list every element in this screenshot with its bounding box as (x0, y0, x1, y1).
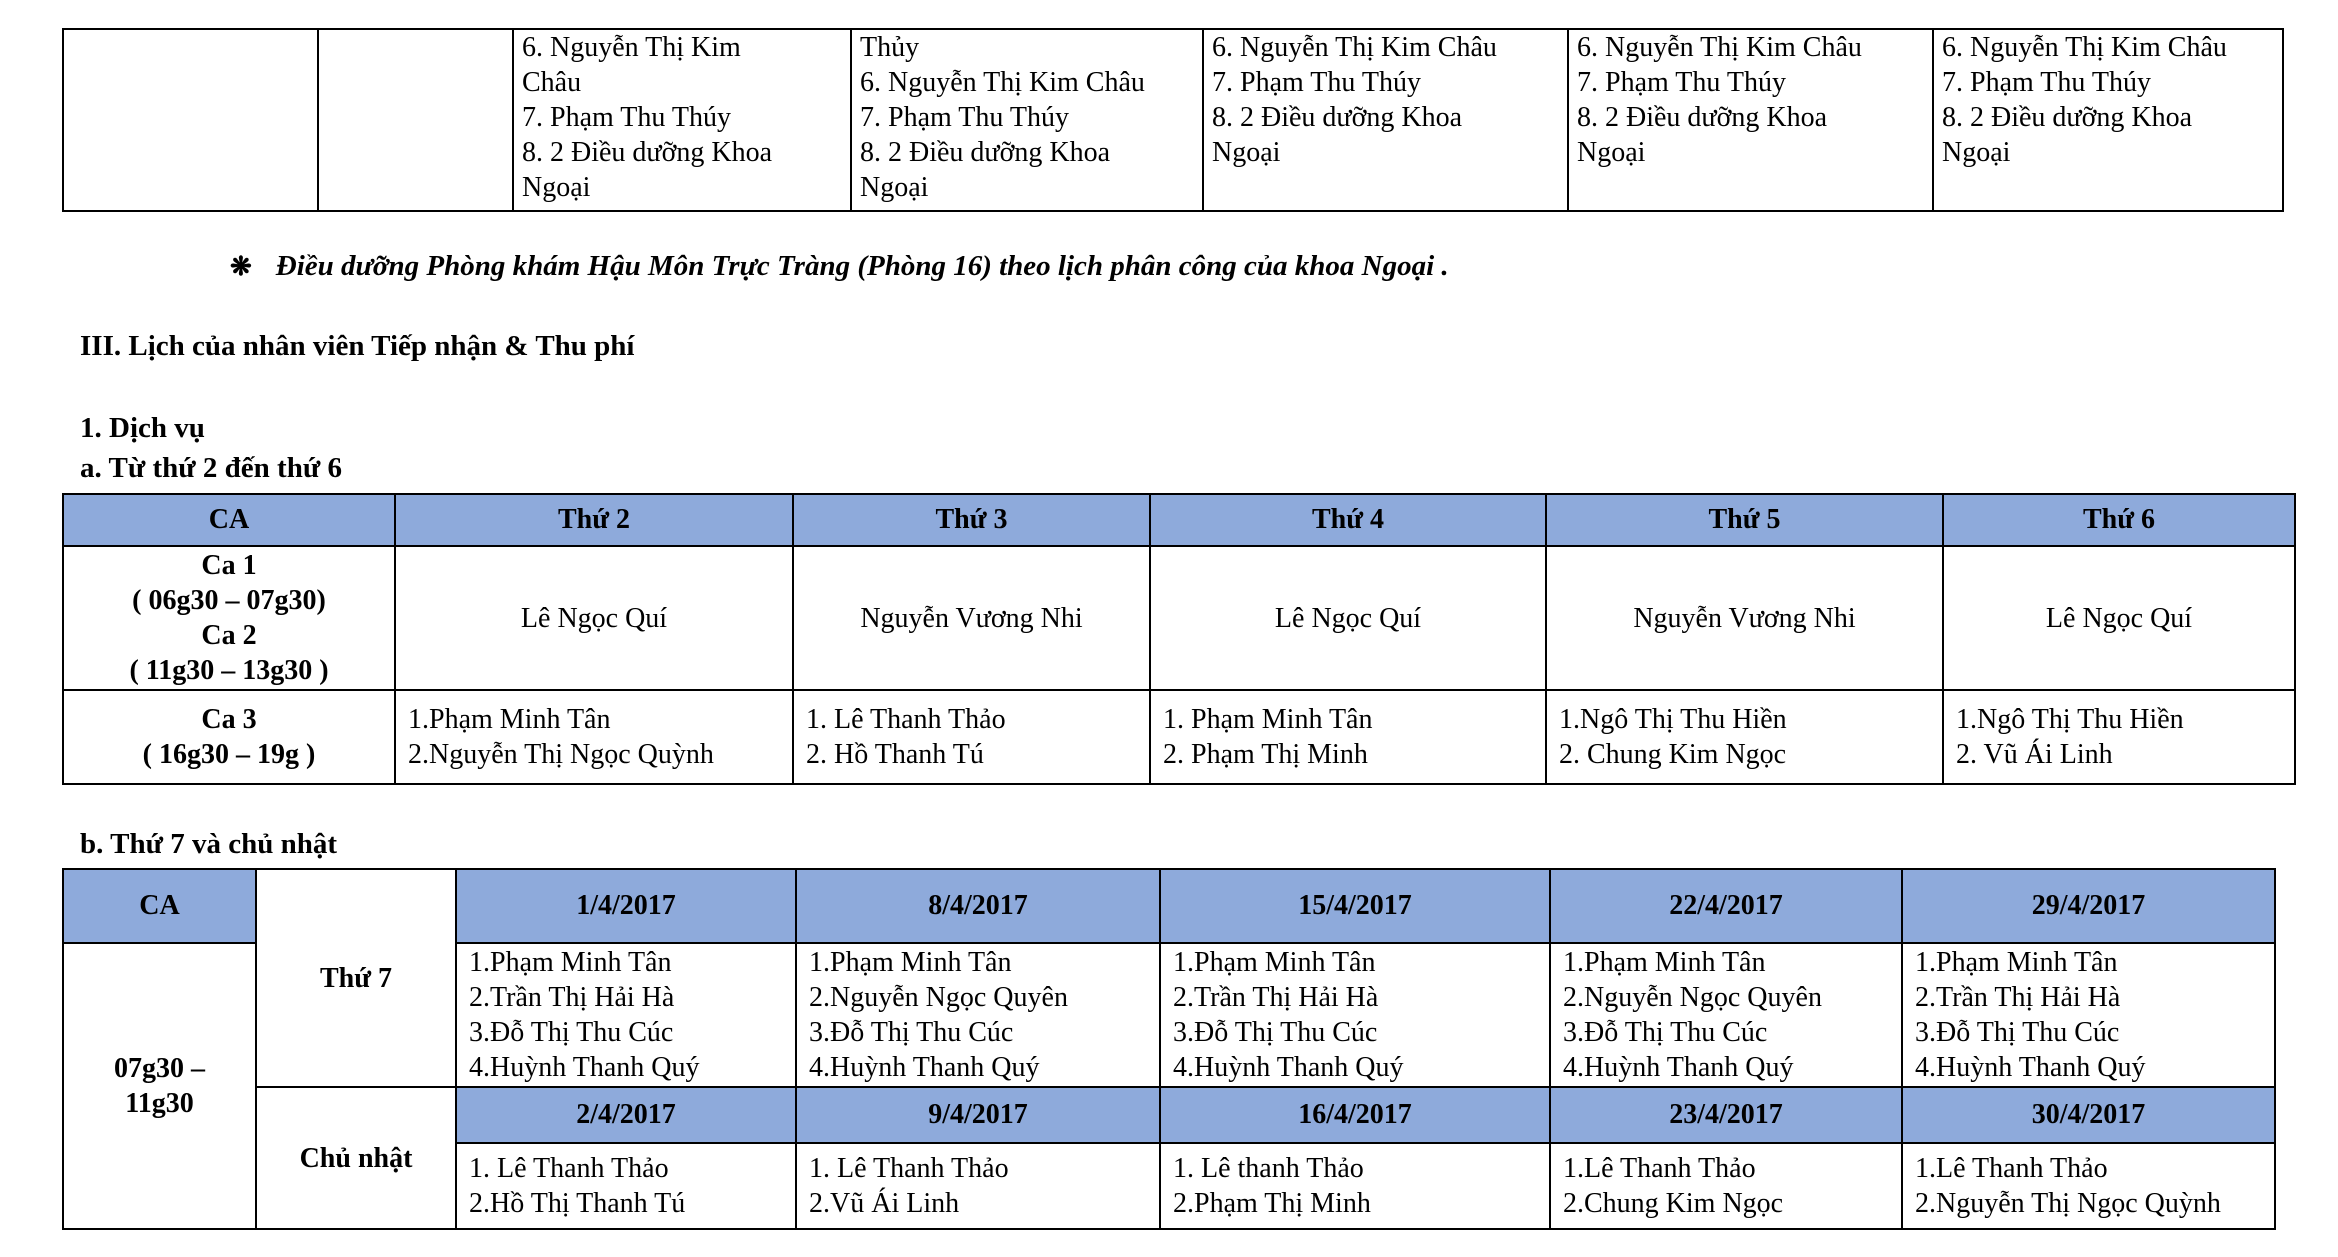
top-cell: 6. Nguyễn Thị Kim Châu 7. Phạm Thu Thúy 8. 2 Điều dưỡng Khoa Ngoại (1933, 29, 2283, 211)
section-title: III. Lịch của nhân viên Tiếp nhận & Thu phí (80, 330, 635, 362)
schedule-cell: 1.Ngô Thị Thu Hiền 2. Vũ Ái Linh (1943, 690, 2295, 784)
sunday-cell: 1. Lê Thanh Thảo 2.Hồ Thị Thanh Tú (456, 1143, 796, 1229)
top-cell: Thủy 6. Nguyễn Thị Kim Châu 7. Phạm Thu Thúy 8. 2 Điều dưỡng Khoa Ngoại (851, 29, 1203, 211)
ca-label: Ca 1 ( 06g30 – 07g30) Ca 2 ( 11g30 – 13g30 ) (63, 546, 395, 690)
schedule-cell: Lê Ngọc Quí (1150, 546, 1546, 690)
top-cell: 6. Nguyễn Thị Kim Châu 7. Phạm Thu Thúy 8. 2 Điều dưỡng Khoa Ngoại (1568, 29, 1933, 211)
saturday-label: Thứ 7 (256, 869, 456, 1087)
top-cell (63, 29, 318, 211)
note-text: Điều dưỡng Phòng khám Hậu Môn Trực Tràng (Phòng 16) theo lịch phân công của khoa Ngoại . (275, 250, 1449, 282)
sunday-date: 16/4/2017 (1160, 1087, 1550, 1143)
header-day: Thứ 2 (395, 494, 793, 546)
top-cell: 6. Nguyễn Thị Kim Châu 7. Phạm Thu Thúy 8. 2 Điều dưỡng Khoa Ngoại (513, 29, 851, 211)
note-line (230, 250, 1449, 283)
saturday-cell: 1.Phạm Minh Tân 2.Trần Thị Hải Hà 3.Đỗ Thị Thu Cúc 4.Huỳnh Thanh Quý (1160, 943, 1550, 1087)
header-day: Thứ 3 (793, 494, 1150, 546)
schedule-cell: 1.Phạm Minh Tân 2.Nguyễn Thị Ngọc Quỳnh (395, 690, 793, 784)
time-slot: 07g30 – 11g30 (63, 943, 256, 1229)
sunday-date: 23/4/2017 (1550, 1087, 1902, 1143)
weekend-header-ca: CA (63, 869, 256, 943)
saturday-cell: 1.Phạm Minh Tân 2.Trần Thị Hải Hà 3.Đỗ Thị Thu Cúc 4.Huỳnh Thanh Quý (1902, 943, 2275, 1087)
saturday-cell: 1.Phạm Minh Tân 2.Nguyễn Ngọc Quyên 3.Đỗ Thị Thu Cúc 4.Huỳnh Thanh Quý (796, 943, 1160, 1087)
top-schedule-table (62, 28, 2284, 212)
saturday-cell: 1.Phạm Minh Tân 2.Nguyễn Ngọc Quyên 3.Đỗ Thị Thu Cúc 4.Huỳnh Thanh Quý (1550, 943, 1902, 1087)
header-day: Thứ 5 (1546, 494, 1943, 546)
saturday-date: 1/4/2017 (456, 869, 796, 943)
sunday-date: 2/4/2017 (456, 1087, 796, 1143)
sunday-cell: 1. Lê Thanh Thảo 2.Vũ Ái Linh (796, 1143, 1160, 1229)
schedule-cell: Nguyễn Vương Nhi (1546, 546, 1943, 690)
part-b-title: b. Thứ 7 và chủ nhật (80, 828, 338, 860)
schedule-cell: 1.Ngô Thị Thu Hiền 2. Chung Kim Ngọc (1546, 690, 1943, 784)
saturday-date: 8/4/2017 (796, 869, 1160, 943)
flower-bullet-icon: ❋ (230, 252, 252, 281)
sunday-date: 30/4/2017 (1902, 1087, 2275, 1143)
saturday-date: 22/4/2017 (1550, 869, 1902, 943)
schedule-cell: Lê Ngọc Quí (395, 546, 793, 690)
schedule-cell: Nguyễn Vương Nhi (793, 546, 1150, 690)
sunday-date: 9/4/2017 (796, 1087, 1160, 1143)
schedule-cell: Lê Ngọc Quí (1943, 546, 2295, 690)
sunday-cell: 1. Lê thanh Thảo 2.Phạm Thị Minh (1160, 1143, 1550, 1229)
sunday-cell: 1.Lê Thanh Thảo 2.Chung Kim Ngọc (1550, 1143, 1902, 1229)
header-day: Thứ 6 (1943, 494, 2295, 546)
weekend-table (62, 868, 2276, 1230)
part-a-title: a. Từ thứ 2 đến thứ 6 (80, 452, 342, 484)
top-cell (318, 29, 513, 211)
subsection-title: 1. Dịch vụ (80, 412, 205, 444)
schedule-cell: 1. Phạm Minh Tân 2. Phạm Thị Minh (1150, 690, 1546, 784)
header-day: Thứ 4 (1150, 494, 1546, 546)
ca-label: Ca 3 ( 16g30 – 19g ) (63, 690, 395, 784)
schedule-cell: 1. Lê Thanh Thảo 2. Hồ Thanh Tú (793, 690, 1150, 784)
saturday-cell: 1.Phạm Minh Tân 2.Trần Thị Hải Hà 3.Đỗ Thị Thu Cúc 4.Huỳnh Thanh Quý (456, 943, 796, 1087)
sunday-cell: 1.Lê Thanh Thảo 2.Nguyễn Thị Ngọc Quỳnh (1902, 1143, 2275, 1229)
sunday-label: Chủ nhật (256, 1087, 456, 1229)
header-ca: CA (63, 494, 395, 546)
top-cell: 6. Nguyễn Thị Kim Châu 7. Phạm Thu Thúy 8. 2 Điều dưỡng Khoa Ngoại (1203, 29, 1568, 211)
weekday-table (62, 493, 2296, 785)
saturday-date: 15/4/2017 (1160, 869, 1550, 943)
saturday-date: 29/4/2017 (1902, 869, 2275, 943)
